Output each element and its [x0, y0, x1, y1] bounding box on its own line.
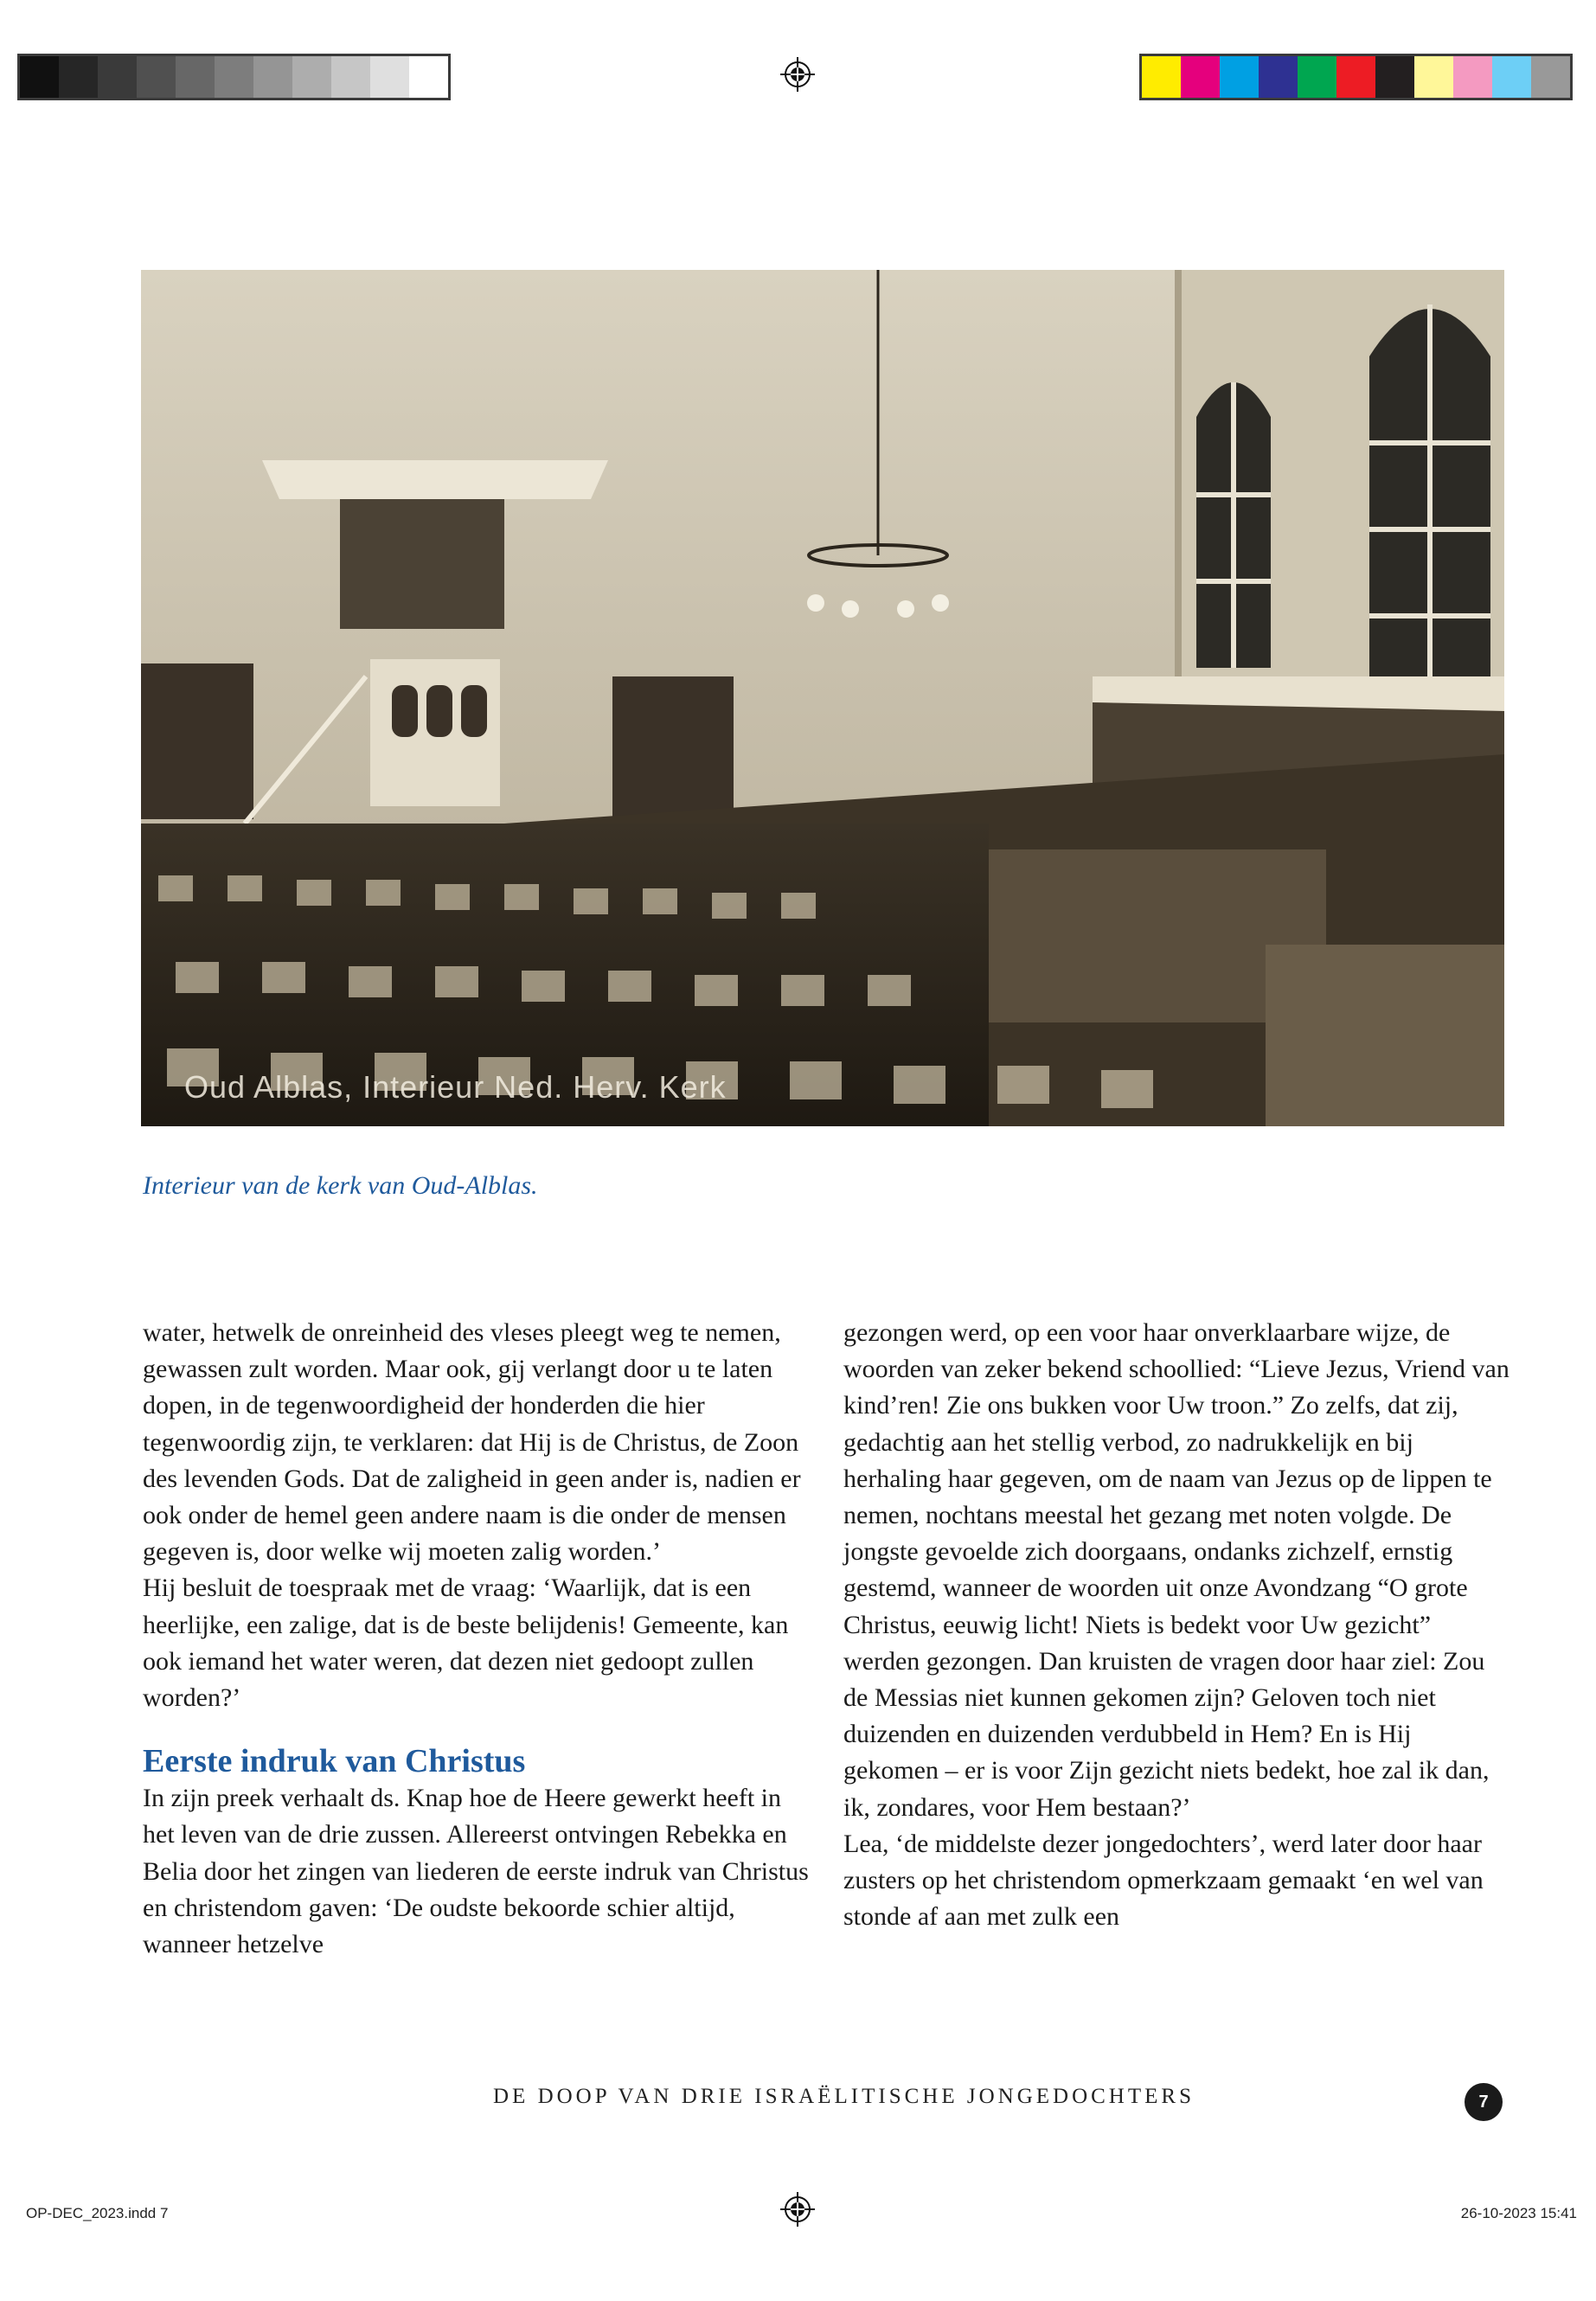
- church-interior-illustration: [141, 270, 1504, 1126]
- calibration-swatch: [137, 56, 176, 98]
- color-calibration-bar: [1139, 54, 1573, 100]
- registration-mark-bottom-icon: [780, 2192, 815, 2227]
- page-number-badge: 7: [1465, 2083, 1503, 2121]
- slug-date-info: 26-10-2023 15:41: [1460, 2205, 1577, 2221]
- paragraph: gezongen werd, op een voor haar onverklaarbare wijze, de woorden van zeker bekend schoollied: “Lieve Jezus, Vriend van kind’ren! Zie ons bukken voor Uw troon.” Zo zelfs, dat zij, gedachtig aan het stellig verbod, zo nadrukkelijk en bij herhaling haar gegeven, om de naam van Jezus op de lippen te nemen, nochtans meestal het gezang met noten volgde. De jongste gevoelde zich doorgaans, ondanks zichzelf, ernstig gestemd, wanneer de woorden uit onze Avondzang “O grote Christus, eeuwig licht! Niets is bedekt voor Uw gezicht” werden gezongen. Dan kruisten de vragen door haar ziel: Zou de Messias niet kunnen gekomen zijn? Geloven toch niet duizenden en duizenden verdubbeld in Hem? En is Hij gekomen – er is voor Zijn gezicht niets bedekt, hoe zal ik dan, ik, zondares, voor Hem bestaan?’: [843, 1318, 1509, 1822]
- calibration-swatch: [253, 56, 292, 98]
- calibration-swatch: [20, 56, 59, 98]
- calibration-swatch: [1259, 56, 1298, 98]
- church-interior-photo: [141, 270, 1504, 1126]
- calibration-swatch: [1336, 56, 1375, 98]
- paragraph: Lea, ‘de middelste dezer jongedochters’, werd later door haar zusters op het christendom opmerkzaam gemaakt ‘en wel van stonde af aan met zulk een: [843, 1829, 1484, 1932]
- calibration-swatch: [1414, 56, 1453, 98]
- photo-inscription: Oud Alblas, Interieur Ned. Herv. Kerk: [184, 1069, 727, 1105]
- body-column-left: [143, 1315, 809, 1963]
- body-column-right: [843, 1315, 1509, 1935]
- calibration-swatch: [292, 56, 331, 98]
- calibration-swatch: [1492, 56, 1531, 98]
- calibration-swatch: [1181, 56, 1220, 98]
- calibration-swatch: [370, 56, 409, 98]
- slug-file-info: OP-DEC_2023.indd 7: [26, 2205, 169, 2221]
- photo-caption: Interieur van de kerk van Oud-Alblas.: [143, 1171, 538, 1200]
- running-footer-title: DE DOOP VAN DRIE ISRAËLITISCHE JONGEDOCHTERS: [493, 2085, 1195, 2108]
- paragraph: water, hetwelk de onreinheid des vleses pleegt weg te nemen, gewassen zult worden. Maar ook, gij verlangt door u te laten dopen, in de tegenwoordigheid der honderden die hier tegenwoordig zijn, te verklaren: dat Hij is de Christus, de Zoon des levenden Gods. Dat de zaligheid in geen ander is, nadien er ook onder de hemel geen andere naam is die onder de mensen gegeven is, door welke wij moeten zalig worden.’: [143, 1318, 801, 1567]
- calibration-swatch: [59, 56, 98, 98]
- calibration-swatch: [215, 56, 253, 98]
- registration-mark-top-icon: [780, 57, 815, 92]
- calibration-swatch: [98, 56, 137, 98]
- calibration-swatch: [1142, 56, 1181, 98]
- paragraph: Hij besluit de toespraak met de vraag: ‘Waarlijk, dat is een heerlijke, een zalige, dat is de beste belijdenis! Gemeente, kan ook iemand het water weren, dat dezen niet gedoopt zullen worden?’: [143, 1574, 789, 1713]
- calibration-swatch: [1220, 56, 1259, 98]
- grayscale-calibration-bar: [17, 54, 451, 100]
- calibration-swatch: [331, 56, 370, 98]
- section-heading: Eerste indruk van Christus: [143, 1743, 526, 1780]
- calibration-swatch: [1453, 56, 1492, 98]
- calibration-swatch: [1298, 56, 1336, 98]
- calibration-swatch: [176, 56, 215, 98]
- paragraph: In zijn preek verhaalt ds. Knap hoe de Heere gewerkt heeft in het leven van de drie zussen. Allereerst ontvingen Rebekka en Belia door het zingen van liederen de eerste indruk van Christus en christendom gaven: ‘De oudste bekoorde schier altijd, wanneer hetzelve: [143, 1784, 809, 1959]
- calibration-swatch: [1375, 56, 1414, 98]
- calibration-swatch: [409, 56, 448, 98]
- calibration-swatch: [1531, 56, 1570, 98]
